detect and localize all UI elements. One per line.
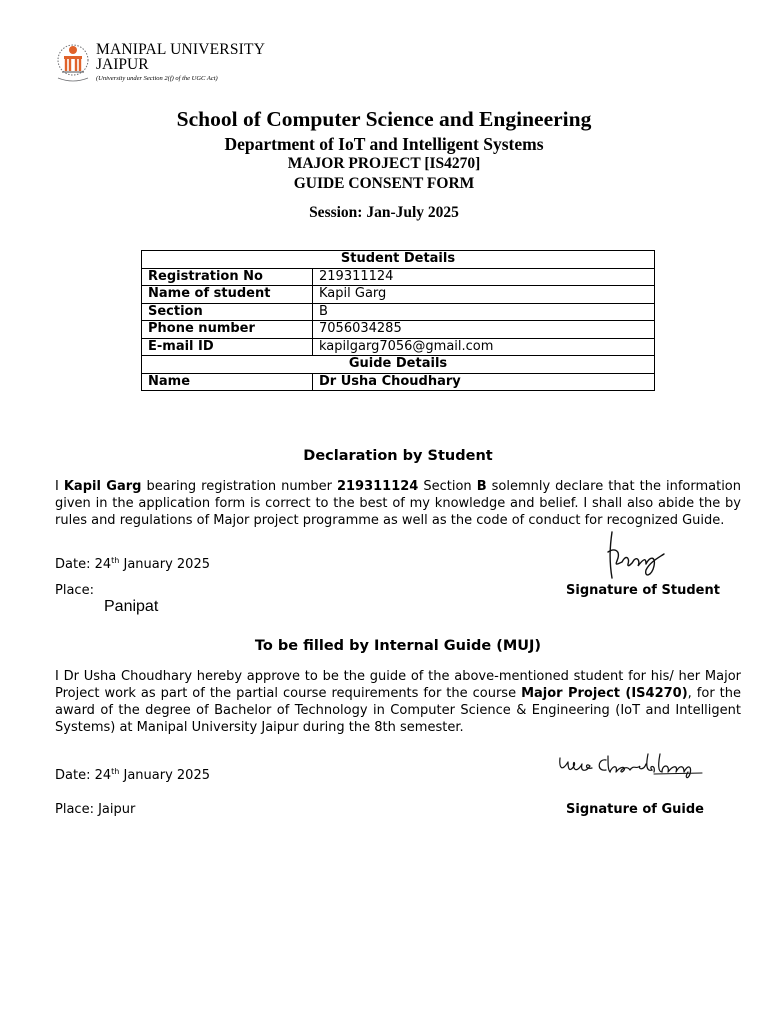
row-label: E-mail ID	[142, 338, 313, 356]
date-sup: th	[111, 767, 120, 776]
row-value: 7056034285	[313, 321, 655, 339]
date-suffix: January 2025	[119, 768, 210, 783]
table-section-row	[142, 251, 655, 269]
university-name: MANIPAL UNIVERSITY	[96, 41, 266, 58]
date-prefix: Date: 24	[55, 557, 112, 572]
row-value: B	[313, 303, 655, 321]
date-prefix: Date: 24	[55, 768, 112, 783]
table-row	[142, 373, 655, 391]
text: I	[55, 479, 64, 494]
row-value: kapilgarg7056@gmail.com	[313, 338, 655, 356]
guide-date	[55, 767, 210, 783]
guide-details-heading: Guide Details	[142, 356, 655, 374]
university-city: JAIPUR	[96, 56, 149, 73]
student-details-heading: Student Details	[142, 251, 655, 269]
university-subtitle: (University under Section 2(f) of the UGC Act)	[96, 75, 218, 82]
text: I Dr Usha Choudhary hereby approve to be the guide of the above-mentioned student for his/ her Major Project work as part of the partial course requirements for the course	[55, 669, 741, 701]
guide-signature-label: Signature of Guide	[566, 802, 704, 817]
table-row	[142, 338, 655, 356]
details-table	[141, 250, 655, 391]
declaration-place-value: Panipat	[104, 598, 159, 615]
school-title: School of Computer Science and Engineering	[176, 107, 592, 131]
table-row	[142, 286, 655, 304]
guide-place: Place: Jaipur	[55, 802, 136, 817]
course-name: Major Project (IS4270)	[521, 686, 688, 701]
row-label: Phone number	[142, 321, 313, 339]
guide-paragraph	[55, 668, 741, 736]
text: solemnly declare that the information given in the application form is correct to the best of my knowledge and belief. I shall also abide the by rules and regulations of Major project programme as well as the code of conduct for recognized Guide.	[55, 479, 741, 528]
row-value: 219311124	[313, 268, 655, 286]
declaration-paragraph	[55, 478, 741, 529]
table-row	[142, 321, 655, 339]
table-row	[142, 268, 655, 286]
date-sup: th	[111, 556, 120, 565]
row-label: Section	[142, 303, 313, 321]
guide-signature-image	[556, 750, 706, 784]
date-suffix: January 2025	[119, 557, 210, 572]
row-value: Dr Usha Choudhary	[313, 373, 655, 391]
section-value: B	[476, 479, 487, 494]
university-emblem-icon	[52, 40, 94, 82]
university-logo	[52, 40, 292, 90]
department-title: Department of IoT and Intelligent Systems	[224, 134, 544, 154]
declaration-place-label: Place:	[55, 583, 94, 598]
table-section-row	[142, 356, 655, 374]
declaration-date	[55, 556, 210, 572]
student-signature-image	[600, 528, 670, 584]
text: , for the award of the degree of Bachelor of Technology in Computer Science & Engineering (IoT and Intelligent Systems) at Manipal University Jaipur during the 8th semester.	[55, 686, 741, 735]
row-label: Registration No	[142, 268, 313, 286]
guide-section-title: To be filled by Internal Guide (MUJ)	[254, 638, 542, 654]
table-row	[142, 303, 655, 321]
text: bearing registration number	[141, 479, 337, 494]
session-label: Session: Jan-July 2025	[309, 204, 459, 221]
registration-number: 219311124	[336, 479, 419, 494]
student-name: Kapil Garg	[63, 479, 142, 494]
student-signature-label: Signature of Student	[566, 583, 720, 598]
row-label: Name	[142, 373, 313, 391]
text: Section	[418, 479, 477, 494]
course-title: MAJOR PROJECT [IS4270]	[287, 155, 481, 172]
declaration-title: Declaration by Student	[303, 448, 493, 464]
form-title: GUIDE CONSENT FORM	[293, 175, 475, 192]
row-value: Kapil Garg	[313, 286, 655, 304]
row-label: Name of student	[142, 286, 313, 304]
